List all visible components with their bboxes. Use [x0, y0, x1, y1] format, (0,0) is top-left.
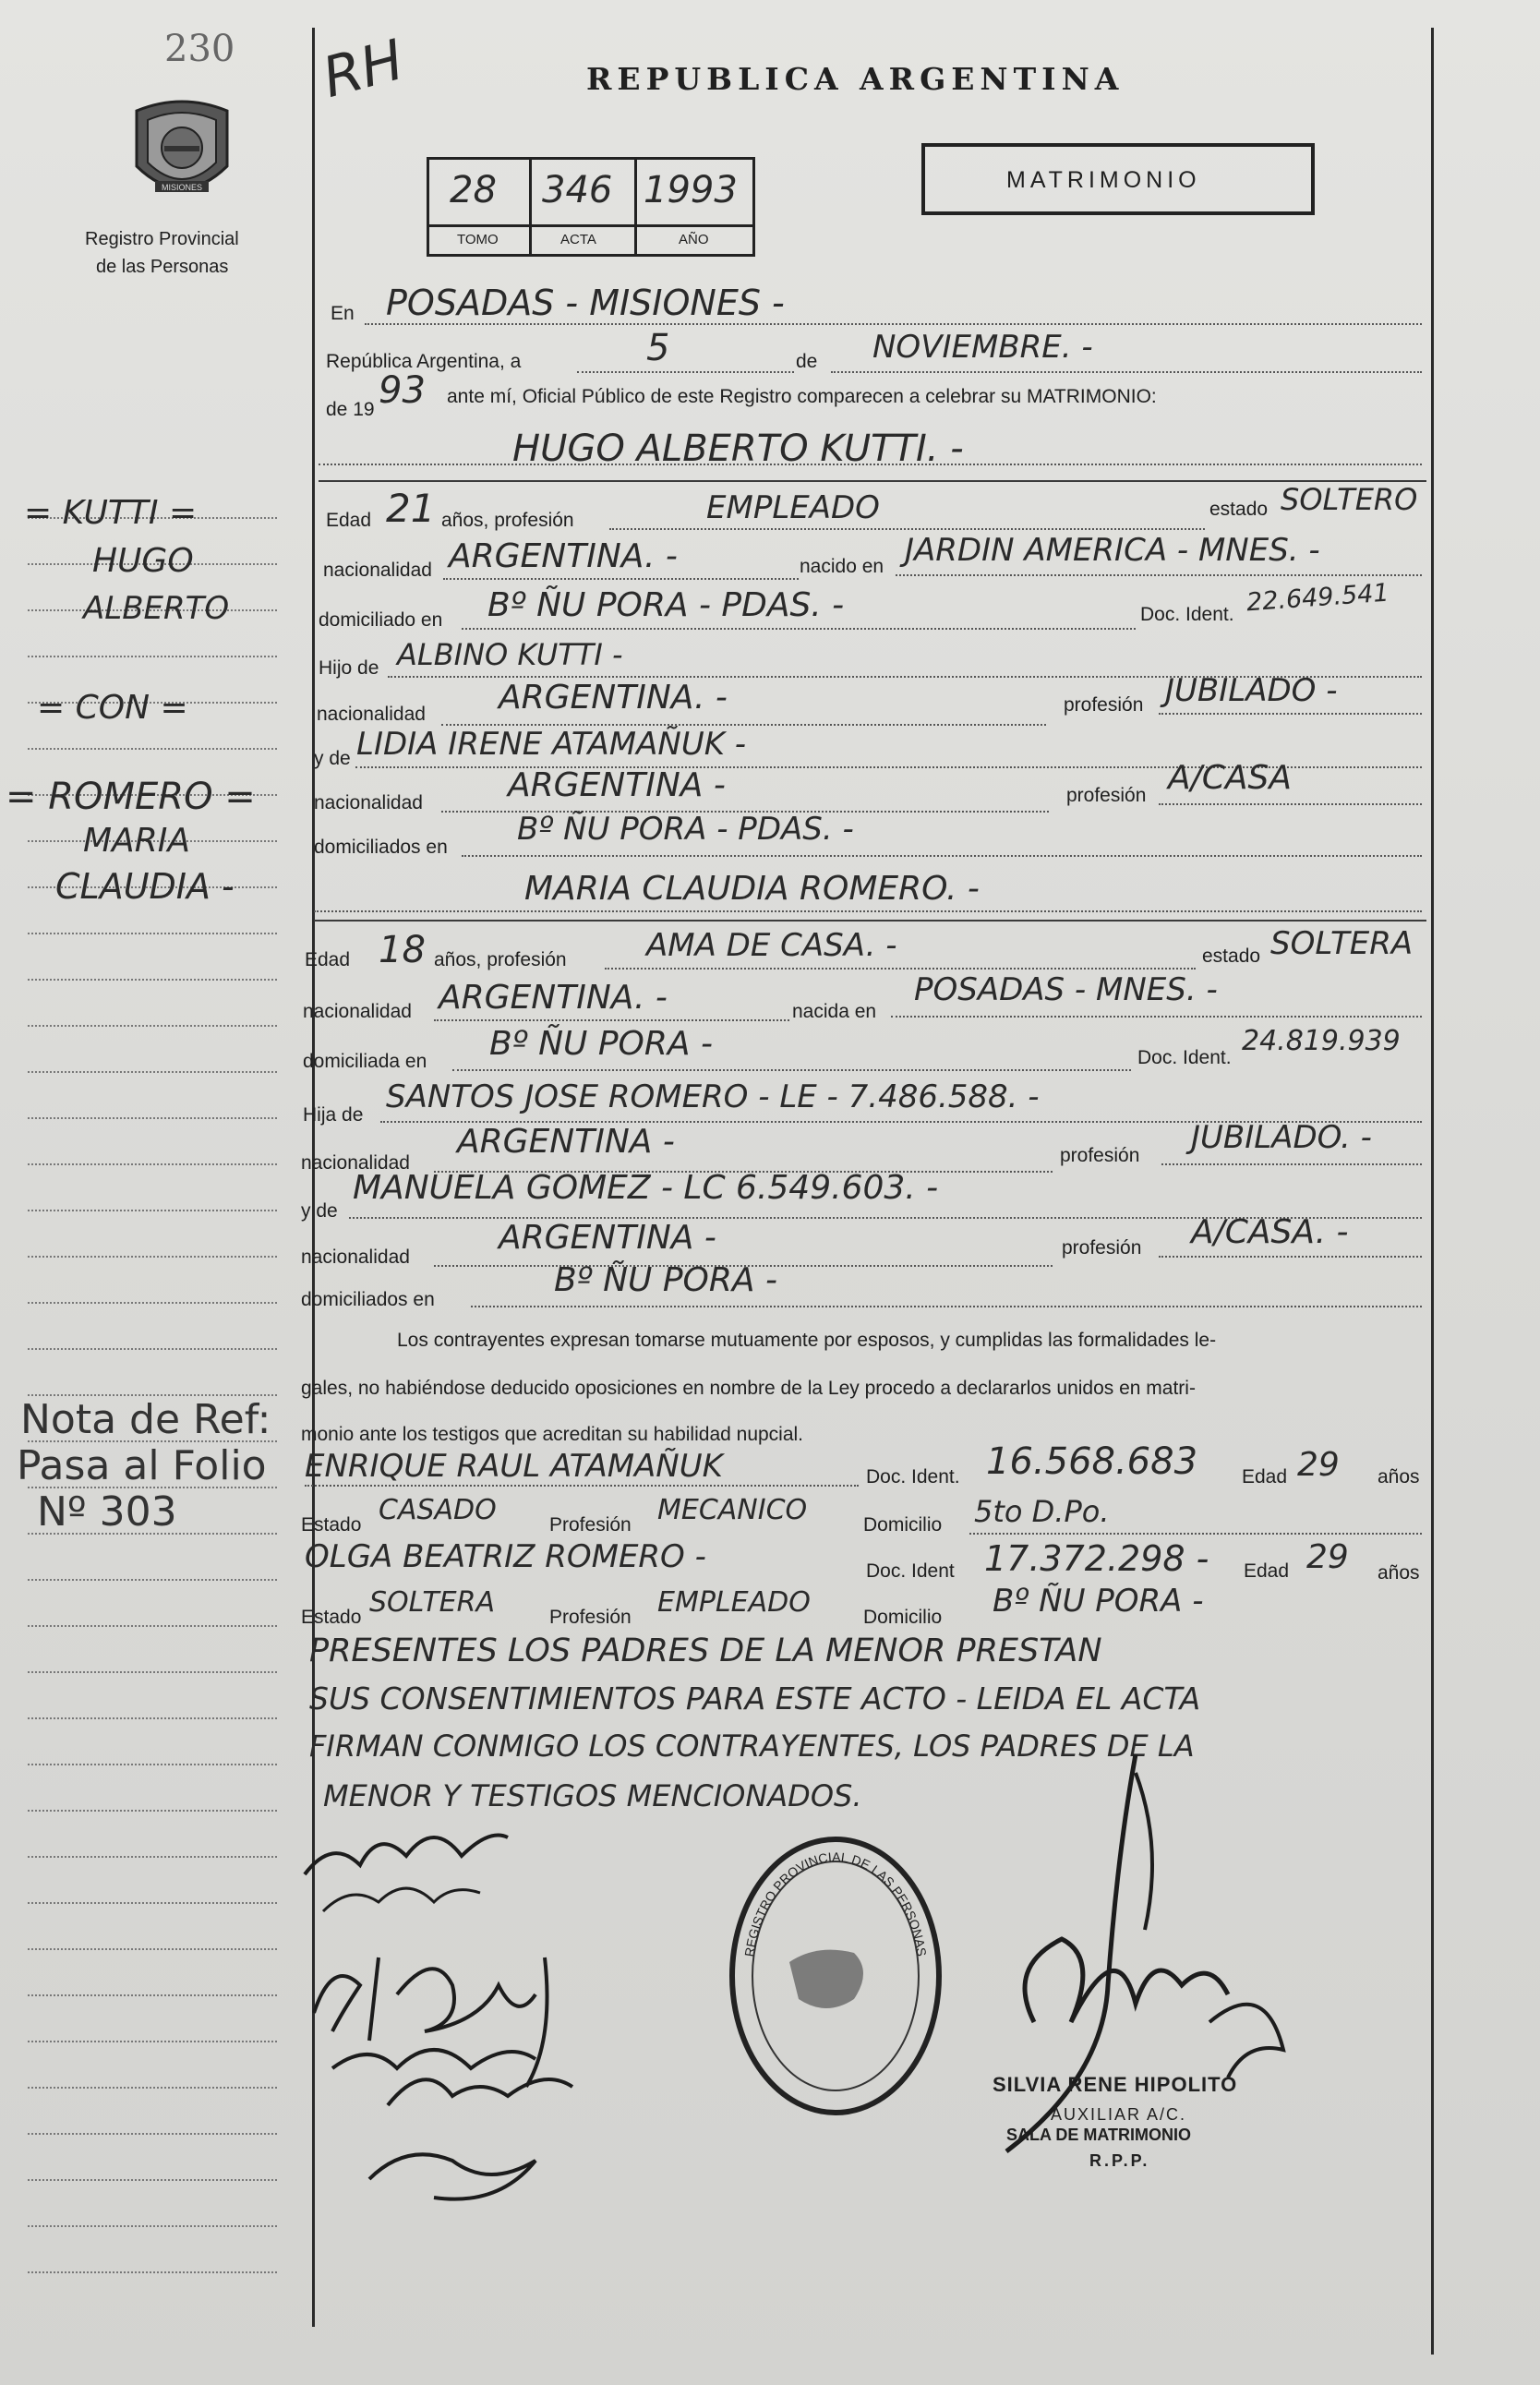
bride-yde-label: y de [301, 1200, 338, 1222]
bride-doc: 24.819.939 [1242, 1025, 1401, 1057]
registry-name-line1: Registro Provincial [85, 229, 239, 249]
bride-mother-prof-label: profesión [1062, 1237, 1142, 1259]
bride-father: SANTOS JOSE ROMERO - LE - 7.486.588. - [386, 1078, 1040, 1115]
witness2-age: 29 [1306, 1538, 1349, 1576]
official-org: R.P.P. [1089, 2151, 1150, 2170]
declaration-line2: gales, no habiéndose deducido oposiciones en nombre de la Ley procedo a declararlos unidos en matri- [301, 1378, 1196, 1399]
groom-age: 21 [386, 486, 436, 531]
intro-statement: ante mí, Oficial Público de este Registro comparecen a celebrar su MATRIMONIO: [447, 386, 1157, 407]
initials-mark: RH [316, 27, 411, 112]
groom-nacionalidad-label: nacionalidad [323, 560, 432, 581]
groom-mother: LIDIA IRENE ATAMAÑUK - [356, 726, 747, 763]
groom-father-profession: JUBILADO - [1165, 672, 1338, 709]
official-name: SILVIA RENE HIPOLITO [993, 2073, 1238, 2096]
witness2-doc-label: Doc. Ident [866, 1560, 955, 1582]
official-title: AUXILIAR A/C. [1051, 2105, 1187, 2124]
groom-anos-profesion-label: años, profesión [441, 510, 574, 531]
acta-label: ACTA [560, 232, 596, 247]
witness2-dom-label: Domicilio [863, 1607, 943, 1628]
witness1-name: ENRIQUE RAUL ATAMAÑUK [305, 1448, 723, 1485]
bride-domiciliada-label: domiciliada en [303, 1051, 427, 1072]
en-label: En [331, 303, 355, 324]
bride-birthplace: POSADAS - MNES. - [914, 971, 1218, 1008]
de-label: de [796, 351, 818, 372]
witness1-prof-label: Profesión [549, 1514, 632, 1536]
groom-mother-profession: A/CASA [1168, 759, 1292, 797]
bride-father-nat-label: nacionalidad [301, 1152, 410, 1174]
groom-doc: 22.649.541 [1245, 578, 1390, 618]
margin-note-2: Pasa al Folio [17, 1442, 267, 1489]
bride-doc-label: Doc. Ident. [1137, 1047, 1232, 1068]
day: 5 [646, 327, 670, 369]
witness1-dom-label: Domicilio [863, 1514, 943, 1536]
witness2-anos-label: años [1378, 1562, 1420, 1584]
note-line-3: FIRMAN CONMIGO LOS CONTRAYENTES, LOS PADRES DE LA [309, 1729, 1195, 1764]
margin-bride-name1: MARIA [83, 822, 190, 860]
declaration-line3: monio ante los testigos que acreditan su habilidad nupcial. [301, 1424, 804, 1445]
declaration-line1: Los contrayentes expresan tomarse mutuamente por esposos, y cumplidas las formalidades le- [397, 1330, 1217, 1351]
note-line-4: MENOR Y TESTIGOS MENCIONADOS. [323, 1778, 862, 1813]
witness2-edad-label: Edad [1244, 1560, 1290, 1582]
acta-value: 346 [542, 169, 613, 211]
month: NOVIEMBRE. - [872, 329, 1093, 366]
margin-note-1: Nota de Ref: [20, 1396, 271, 1443]
witness2-name: OLGA BEATRIZ ROMERO - [305, 1538, 706, 1575]
groom-address: Bº ÑU PORA - PDAS. - [487, 586, 845, 624]
country-title: REPUBLICA ARGENTINA [586, 61, 1125, 97]
bride-mother-nat-label: nacionalidad [301, 1247, 410, 1268]
bride-parents-address: Bº ÑU PORA - [554, 1261, 777, 1299]
stamp-text: REGISTRO PROVINCIAL DE LAS PERSONAS [741, 1849, 930, 1958]
parties-signatures-icon [295, 1801, 757, 2234]
bride-edad-label: Edad [305, 949, 351, 970]
groom-domiciliado-label: domiciliado en [319, 609, 443, 631]
groom-estado: SOLTERO [1281, 482, 1418, 517]
tomo-label: TOMO [457, 232, 499, 247]
witness1-doc: 16.568.683 [986, 1440, 1198, 1483]
margin-bride-surname: = ROMERO = [6, 776, 256, 818]
witness1-anos-label: años [1378, 1466, 1420, 1488]
groom-hijo-label: Hijo de [319, 657, 379, 679]
bride-hija-label: Hija de [303, 1104, 364, 1126]
margin-groom-name1: HUGO [92, 542, 194, 580]
margin-con: = CON = [37, 689, 188, 727]
groom-mother-nat-label: nacionalidad [314, 792, 423, 813]
official-dept: SALA DE MATRIMONIO [1006, 2126, 1191, 2144]
witness1-profession: MECANICO [657, 1494, 808, 1526]
bride-estado: SOLTERA [1270, 925, 1414, 962]
bride-father-profession: JUBILADO. - [1191, 1119, 1372, 1156]
seal-text: MISIONES [161, 183, 203, 192]
witness2-profession: EMPLEADO [657, 1586, 811, 1619]
bride-address: Bº ÑU PORA - [489, 1025, 713, 1063]
folio-number: 230 [164, 28, 235, 70]
ano-value: 1993 [644, 169, 738, 211]
witness2-address: Bº ÑU PORA - [993, 1583, 1204, 1620]
witness1-doc-label: Doc. Ident. [866, 1466, 960, 1488]
groom-estado-label: estado [1209, 499, 1269, 520]
doc-type: MATRIMONIO [1006, 167, 1201, 193]
bride-mother: MANUELA GOMEZ - LC 6.549.603. - [353, 1169, 939, 1207]
groom-profession: EMPLEADO [706, 489, 880, 526]
bride-father-nationality: ARGENTINA - [457, 1123, 675, 1161]
margin-groom-name2: ALBERTO [83, 590, 230, 627]
registry-name-line2: de las Personas [96, 257, 229, 277]
witness1-age: 29 [1297, 1446, 1340, 1484]
bride-age: 18 [379, 929, 426, 971]
svg-text:REGISTRO PROVINCIAL DE LAS PER [741, 1849, 929, 1957]
witness2-estado: SOLTERA [369, 1586, 495, 1619]
groom-yde-label: y de [314, 748, 351, 769]
groom-edad-label: Edad [326, 510, 372, 531]
witness2-doc: 17.372.298 - [984, 1538, 1209, 1579]
witness1-edad-label: Edad [1242, 1466, 1288, 1488]
groom-parents-address: Bº ÑU PORA - PDAS. - [517, 811, 854, 848]
groom-father: ALBINO KUTTI - [397, 637, 623, 672]
bride-nacida-label: nacida en [792, 1001, 877, 1022]
year-prefix: de 19 [326, 399, 375, 420]
doc-type-box [921, 143, 1315, 215]
margin-bride-name2: CLAUDIA - [55, 866, 235, 907]
margin-note-3: Nº 303 [37, 1488, 177, 1536]
groom-birthplace: JARDIN AMERICA - MNES. - [905, 532, 1320, 569]
groom-father-prof-label: profesión [1064, 694, 1144, 716]
bride-father-prof-label: profesión [1060, 1145, 1140, 1166]
groom-father-nat-label: nacionalidad [317, 704, 426, 725]
registry-seal-icon [127, 92, 236, 211]
note-line-2: SUS CONSENTIMIENTOS PARA ESTE ACTO - LEIDA EL ACTA [309, 1680, 1201, 1716]
witness1-estado: CASADO [379, 1494, 497, 1526]
bride-mother-nationality: ARGENTINA - [499, 1219, 716, 1257]
groom-doc-label: Doc. Ident. [1140, 604, 1234, 625]
record-box [427, 157, 755, 257]
groom-father-nationality: ARGENTINA. - [499, 679, 728, 717]
groom-parents-dom-label: domiciliados en [314, 837, 448, 858]
groom-full-name: HUGO ALBERTO KUTTI. - [512, 428, 964, 470]
groom-mother-prof-label: profesión [1066, 785, 1147, 806]
republica-label: República Argentina, a [326, 351, 522, 372]
bride-nationality: ARGENTINA. - [439, 979, 668, 1017]
bride-profession: AMA DE CASA. - [646, 927, 897, 964]
witness1-estado-label: Estado [301, 1514, 362, 1536]
groom-mother-nationality: ARGENTINA - [508, 766, 726, 804]
year-suffix: 93 [379, 369, 426, 412]
bride-nacionalidad-label: nacionalidad [303, 1001, 412, 1022]
witness2-prof-label: Profesión [549, 1607, 632, 1628]
right-border-rule [1431, 28, 1434, 2355]
note-line-1: PRESENTES LOS PADRES DE LA MENOR PRESTAN [309, 1632, 1102, 1669]
margin-groom-surname: = KUTTI = [24, 494, 198, 532]
witness2-estado-label: Estado [301, 1607, 362, 1628]
bride-anos-profesion-label: años, profesión [434, 949, 567, 970]
place: POSADAS - MISIONES - [386, 283, 785, 323]
round-stamp-icon [725, 1833, 946, 2119]
bride-estado-label: estado [1202, 946, 1261, 967]
groom-nationality: ARGENTINA. - [449, 537, 678, 575]
bride-mother-profession: A/CASA. - [1191, 1213, 1349, 1251]
bride-parents-dom-label: domiciliados en [301, 1289, 435, 1310]
ano-label: AÑO [679, 232, 709, 247]
groom-nacido-label: nacido en [800, 556, 884, 577]
tomo-value: 28 [450, 169, 497, 211]
witness1-address: 5to D.Po. [974, 1494, 1110, 1529]
bride-name: MARIA CLAUDIA ROMERO. - [524, 870, 980, 908]
